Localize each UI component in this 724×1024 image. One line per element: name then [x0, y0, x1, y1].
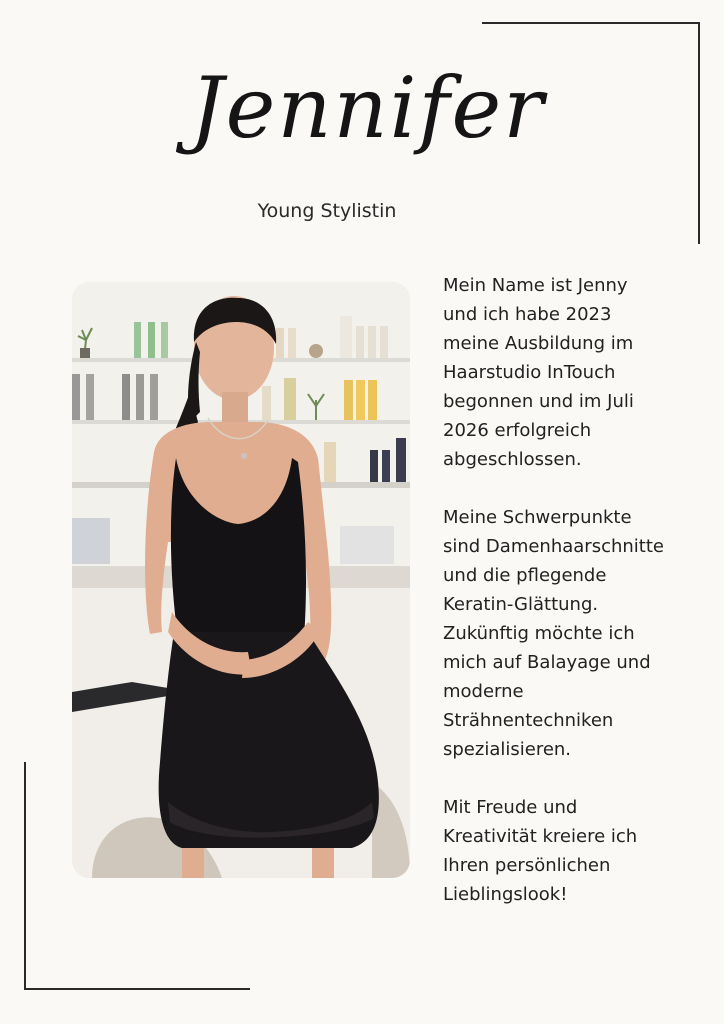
bio-text — [443, 271, 707, 938]
bio-paragraph-focus: Meine Schwerpunkte sind Damenhaarschnitte und die pflegende Keratin-Glättung. Zukünftig möchte ich mich auf Balayage und moderne Strähnentechniken spezialisieren. — [443, 507, 664, 760]
stylist-photo — [72, 282, 410, 878]
stylist-name: Jennifer — [190, 59, 546, 157]
bio-paragraph-intro: Mein Name ist Jenny und ich habe 2023 meine Ausbildung im Haarstudio InTouch begonnen und im Juli 2026 erfolgreich abgeschlossen. — [443, 275, 634, 470]
bio-paragraph-closing: Mit Freude und Kreativität kreiere ich Ihren persönlichen Lieblingslook! — [443, 797, 638, 905]
stylist-role: Young Stylistin — [257, 200, 397, 222]
